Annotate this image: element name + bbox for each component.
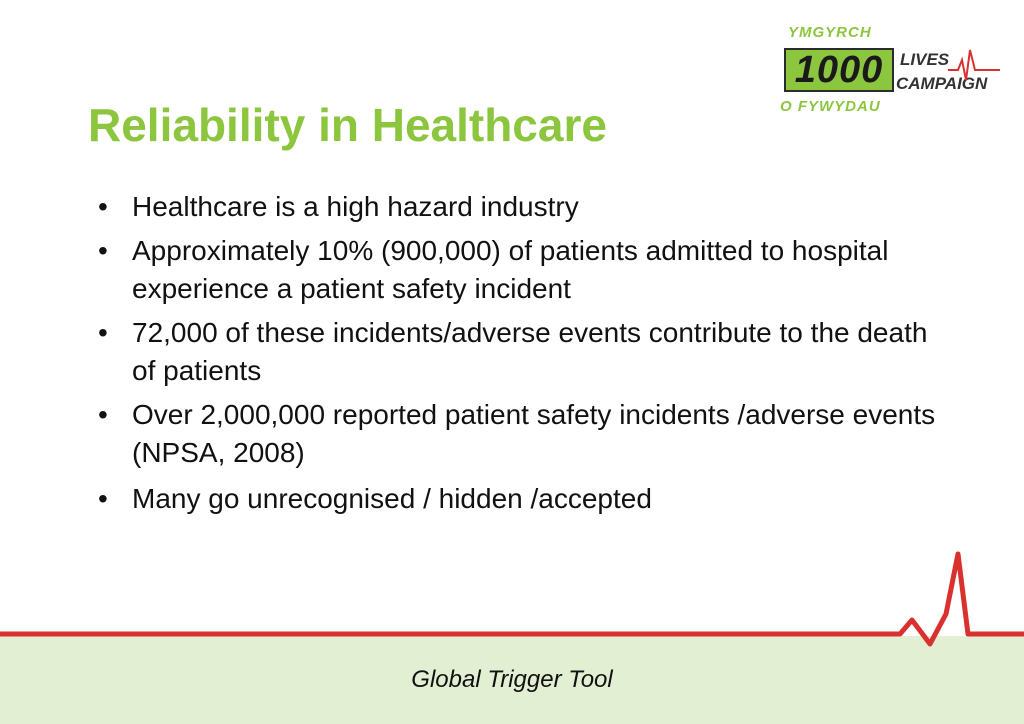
bullet-icon: • [98,483,108,514]
slide-title: Reliability in Healthcare [88,99,607,151]
footer-text: Global Trigger Tool [411,666,613,693]
bullet-icon: • [98,317,108,348]
bullet-item [98,480,958,518]
heartbeat-line-icon [0,548,1024,648]
bullet-item [98,232,958,308]
bullet-icon: • [98,399,108,430]
logo-bottom-text: O FYWYDAU [780,98,881,115]
bullet-text: Over 2,000,000 reported patient safety incidents /adverse events (NPSA, 2008) [132,399,936,468]
bullet-text: Healthcare is a high hazard industry [132,191,579,222]
logo-number: 1000 [784,48,894,92]
bullet-icon: • [98,191,108,222]
bullet-text: Approximately 10% (900,000) of patients admitted to hospital experience a patient safety incident [132,235,889,304]
campaign-logo [778,24,1004,124]
bullet-icon: • [98,235,108,266]
bullet-item [98,396,958,472]
logo-lives-text: LIVES [900,50,950,69]
bullet-item [98,314,958,390]
bullet-text: 72,000 of these incidents/adverse events contribute to the death of patients [132,317,928,386]
bullet-text: Many go unrecognised / hidden /accepted [132,483,652,514]
bullet-item [98,188,958,226]
logo-top-text: YMGYRCH [788,24,872,41]
logo-pulse-icon [948,46,1000,86]
logo-campaign-text: CAMPAIGN [896,74,988,93]
bullet-list [98,188,958,524]
